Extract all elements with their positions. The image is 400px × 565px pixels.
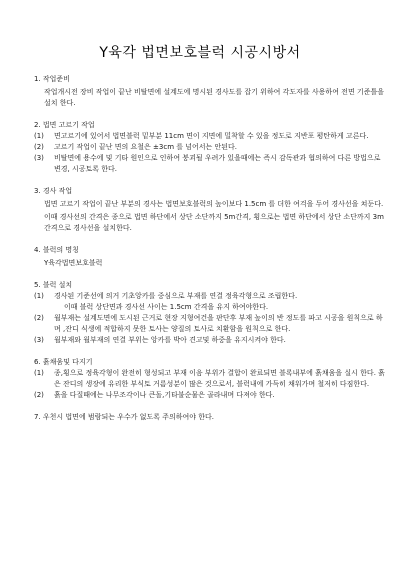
list-item xyxy=(34,142,386,153)
list-item xyxy=(34,390,386,401)
document-body xyxy=(34,74,386,434)
item-text: 경사된 기준선에 의거 기초앙카를 중심으로 부재를 연결 정육각형으로 조립한다. xyxy=(54,292,298,300)
section-3 xyxy=(34,186,386,234)
section-heading: 3. 경사 작업 xyxy=(34,187,73,195)
item-text: 면고르기에 있어서 법면블럭 밑부분 11cm 면이 지면에 밀착할 수 있을 정도로 지반포 평탄하게 고른다. xyxy=(54,132,369,140)
item-continuation: 이때 블럭 상단면과 경사선 사이는 1.5cm 간격을 유지 하여야한다. xyxy=(64,303,269,311)
list-item xyxy=(34,153,386,175)
document-title: Y육각 법면보호블럭 시공시방서 xyxy=(99,45,301,61)
section-heading: 6. 흙채움및 다지기 xyxy=(34,358,93,366)
item-number: (1) xyxy=(34,369,44,377)
section-6 xyxy=(34,357,386,401)
section-5 xyxy=(34,280,386,346)
item-text: 비탈면에 용수에 및 기타 원인으로 인하여 붕괴될 우려가 있을때에는 즉시 감독관과 협의하여 다른 방법으로 변경, 시공토록 한다. xyxy=(54,154,381,173)
section-heading: 7. 우천시 법면에 범람되는 우수가 없도록 주의하여야 한다. xyxy=(34,413,215,421)
section-1 xyxy=(34,74,386,109)
section-paragraph: 작업개시전 장비 작업이 끝난 비탈면에 설계도에 명시된 경사도를 잡기 위하여 각도자를 사용하여 전면 기준틀을 설치 한다. xyxy=(44,88,384,107)
section-paragraph: 이때 경사선의 간격은 종으로 법면 하단에서 상단 소단까지 5m간격, 횡으로는 법면 하단에서 상단 소단까지 3m 간격으로 경사선을 설치한다. xyxy=(44,213,384,232)
item-text: 고르기 작업이 끝난 면의 요철은 ±3cm 를 넘어서는 안된다. xyxy=(54,143,238,151)
section-4 xyxy=(34,245,386,269)
section-7 xyxy=(34,412,386,423)
section-paragraph: 법면 고르기 작업이 끝난 부분의 경사는 법면보호블럭의 높이보다 1.5cm 를 더한 여걱을 두어 경사선을 쳐둔다. xyxy=(44,200,384,208)
item-text: 월부재와 월부재의 연결 부위는 앙카를 박아 견고및 하중을 유지시켜야 한다. xyxy=(54,336,286,344)
section-heading: 5. 블럭 설치 xyxy=(34,281,73,289)
list-item xyxy=(34,131,386,142)
item-number: (1) xyxy=(34,132,44,140)
item-number: (2) xyxy=(34,391,44,399)
item-number: (2) xyxy=(34,314,44,322)
list-item xyxy=(34,313,386,335)
item-number: (3) xyxy=(34,154,44,162)
list-item xyxy=(34,291,386,302)
item-number: (2) xyxy=(34,143,44,151)
item-text: 종,횡으로 정육각형이 완전히 형성되고 부재 이음 부위가 결합이 완료되면 블록내부에 흙채움을 실시 한다. 흙은 잔디의 생장에 유리한 부식토 거름성분이 많은 것으로서, 블럭내에 가득히 채워가며 철저히 다짐한다. xyxy=(54,369,385,388)
item-text: 흙을 다질때에는 나무조각이나 큰돌,기타불순물은 골라내며 다져야 한다. xyxy=(54,391,275,399)
list-item xyxy=(34,368,386,390)
item-number: (3) xyxy=(34,336,44,344)
section-2 xyxy=(34,120,386,175)
section-paragraph: Y육각법면보호블럭 xyxy=(44,259,103,267)
section-heading: 2. 법면 고르기 작업 xyxy=(34,121,95,129)
item-text: 월부재는 설계도면에 도시된 근거로 현장 지형여건을 판단후 부재 높이의 반 정도를 파고 시공을 원칙으로 하며 ,잔디 식생에 적합하지 못한 토사는 양질의 토사로 치환함을 원칙으로 한다. xyxy=(54,314,383,333)
item-number: (1) xyxy=(34,292,44,300)
section-heading: 4. 블럭의 명칭 xyxy=(34,246,79,254)
section-heading: 1. 작업준비 xyxy=(34,75,70,83)
list-item xyxy=(34,335,386,346)
